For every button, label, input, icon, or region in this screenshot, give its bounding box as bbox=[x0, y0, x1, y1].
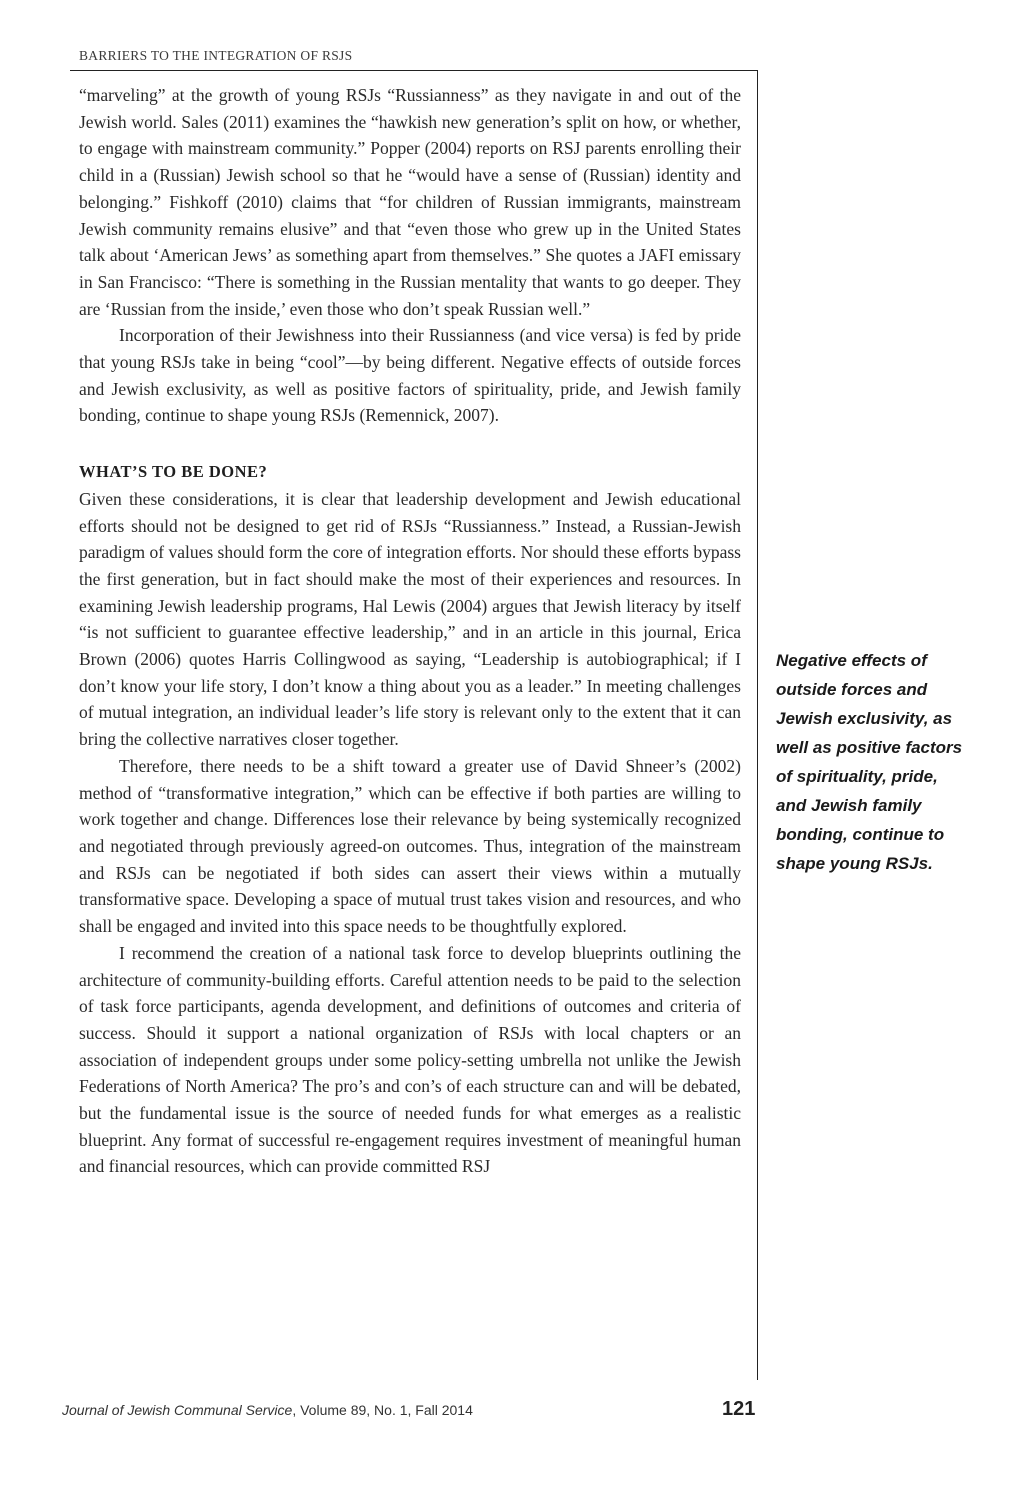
header-rule bbox=[70, 70, 758, 71]
journal-name: Journal of Jewish Communal Service bbox=[62, 1402, 293, 1418]
column-divider-rule bbox=[757, 70, 758, 1380]
pull-quote: Negative effects of outside forces and Jewish exclusivity, as well as positive factors of spirituality, pride, and Jewish family bonding, continue to shape young RSJs. bbox=[776, 651, 963, 873]
page-number: 121 bbox=[722, 1398, 756, 1420]
running-header: BARRIERS TO THE INTEGRATION OF RSJS bbox=[79, 48, 353, 63]
body-paragraph: Therefore, there needs to be a shift toward a greater use of David Shneer’s (2002) method of “transformative integration,” which can be effective if both parties are willing to work together and change. Differences lose their relevance by being systemically recognized and negotiated through previously agreed-on outcomes. Thus, integration of the mainstream and RSJs can be negotiated if both sides can assert their views within a mutually transformative space. Developing a space of mutual trust takes vision and resources, and who shall be engaged and invited into this space needs to be thoughtfully explored. bbox=[79, 755, 741, 937]
issue-info: , Volume 89, No. 1, Fall 2014 bbox=[292, 1402, 473, 1418]
body-paragraph: Incorporation of their Jewishness into their Russianness (and vice versa) is fed by pride that young RSJs take in being “cool”—by being different. Negative effects of outside forces and Jewish exclusivity, as well as positive factors of spirituality, pride, and Jewish family bonding, continue to shape young RSJs (Remennick, 2007). bbox=[79, 325, 741, 426]
body-paragraph: “marveling” at the growth of young RSJs “Russianness” as they navigate in and out of the Jewish world. Sales (2011) examines the “hawkish new generation’s split on how, or whether, to engage with mainstream community.” Popper (2004) reports on RSJ parents enrolling their child in a (Russian) Jewish school so that he “would have a sense of (Russian) identity and belonging.” Fishkoff (2010) claims that “for children of Russian immigrants, mainstream Jewish community remains elusive” and that “even those who grew up in the United States talk about ‘American Jews’ as something apart from themselves.” She quotes a JAFI emissary in San Francisco: “There is something in the Russian mentality that wants to go deeper. They are ‘Russian from the inside,’ even those who don’t speak Russian well.” bbox=[79, 85, 741, 319]
journal-footer bbox=[62, 1402, 473, 1418]
section-heading: WHAT’S TO BE DONE? bbox=[79, 462, 268, 482]
main-text-column bbox=[79, 82, 741, 1180]
body-paragraph: I recommend the creation of a national task force to develop blueprints outlining the architecture of community-building efforts. Careful attention needs to be paid to the selection of task force participants, agenda development, and definitions of outcomes and criteria of success. Should it support a national organization of RSJs with local chapters or an association of independent groups under some policy-setting umbrella not unlike the Jewish Federations of North America? The pro’s and con’s of each structure can and will be debated, but the fundamental issue is the source of needed funds for what emerges as a realistic blueprint. Any format of successful re-engagement requires investment of meaningful human and financial resources, which can provide committed RSJ bbox=[79, 942, 741, 1177]
body-paragraph: Given these considerations, it is clear that leadership development and Jewish educational efforts should not be designed to get rid of RSJs “Russianness.” Instead, a Russian-Jewish paradigm of values should form the core of integration efforts. Nor should these efforts bypass the first generation, but in fact should make the most of their experiences and resources. In examining Jewish leadership programs, Hal Lewis (2004) argues that Jewish literacy by itself “is not sufficient to guarantee effective leadership,” and in an article in this journal, Erica Brown (2006) quotes Harris Collingwood as saying, “Leadership is autobiographical; if I don’t know your life story, I don’t know a thing about you as a leader.” In meeting challenges of mutual integration, an individual leader’s life story is relevant only to the extent that it can bring the collective narratives closer together. bbox=[79, 488, 741, 750]
